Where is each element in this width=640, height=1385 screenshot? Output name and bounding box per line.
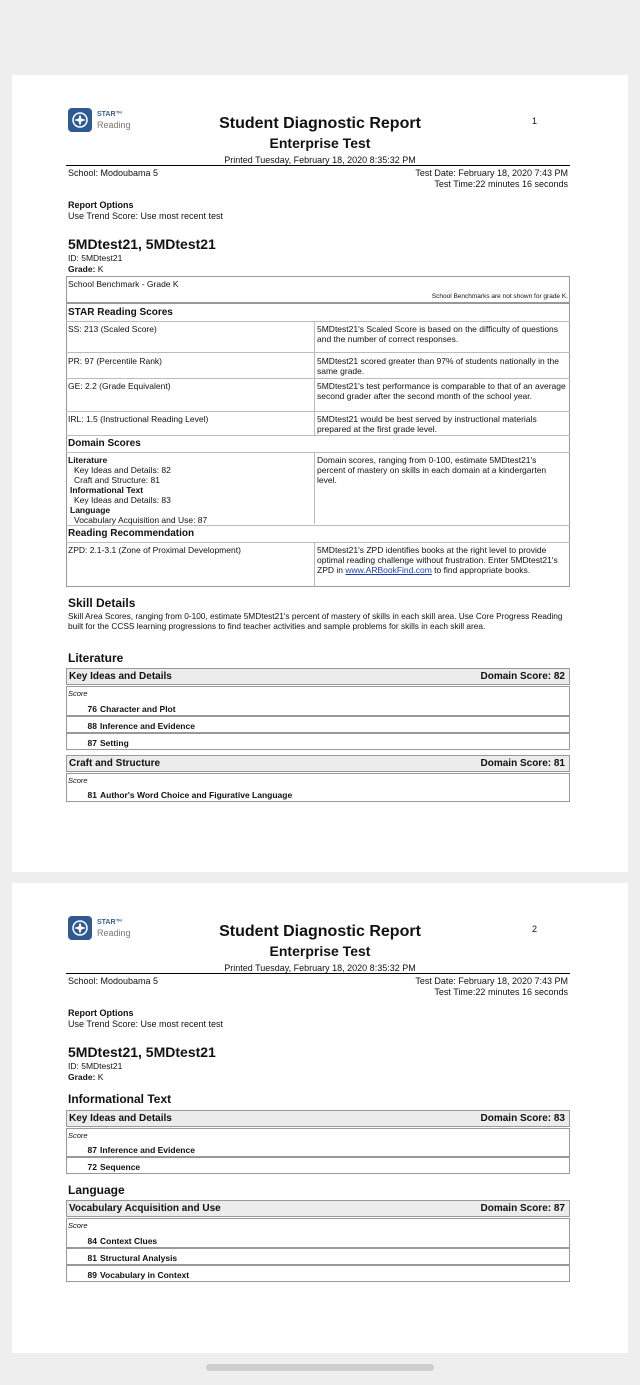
divider [314, 452, 315, 524]
student-name: 5MDtest21, 5MDtest21 [68, 1044, 216, 1060]
divider [66, 435, 570, 436]
irl-description: 5MDtest21 would be best served by instructional materials prepared at the first grade level. [317, 414, 537, 434]
domain-score: Domain Score: 87 [480, 1203, 565, 1214]
printed-date: Printed Tuesday, February 18, 2020 8:35:32 PM [224, 963, 416, 973]
score-label: Score [68, 1131, 88, 1140]
domain-name: Craft and Structure [69, 758, 161, 769]
header-rule [66, 165, 570, 166]
skill-row [66, 1128, 570, 1157]
domain-score: Domain Score: 81 [480, 758, 565, 769]
skill-name: Vocabulary in Context [100, 1270, 190, 1280]
student-id: ID: 5MDtest21 [68, 253, 123, 263]
skill-row [66, 1248, 570, 1265]
report-title: Student Diagnostic Report [219, 115, 421, 132]
domain-bar [66, 668, 570, 685]
student-id: ID: 5MDtest21 [68, 1061, 123, 1071]
skill-name: Inference and Evidence [100, 721, 195, 731]
divider [314, 542, 315, 587]
skill-score: 81 [87, 1253, 97, 1263]
report-options-heading: Report Options [68, 200, 134, 210]
skill-score: 88 [87, 721, 97, 731]
logo-name: STAR™ [97, 111, 123, 118]
divider [66, 352, 570, 353]
ge-score: GE: 2.2 (Grade Equivalent) [68, 381, 171, 391]
domain-language: Language [70, 505, 111, 515]
domain-vocab: Vocabulary Acquisition and Use: 87 [74, 515, 208, 525]
domain-name: Key Ideas and Details [69, 1113, 172, 1124]
skill-score: 87 [87, 1145, 97, 1155]
skill-details-heading: Skill Details [68, 596, 136, 610]
grade-value: K [97, 264, 104, 274]
page-number: 2 [532, 924, 538, 934]
school-name: School: Modoubama 5 [68, 168, 159, 178]
report-options-value: Use Trend Score: Use most recent test [68, 211, 224, 221]
domain-score: Domain Score: 82 [480, 671, 565, 682]
student-grade [68, 264, 103, 274]
domain-key-ideas: Key Ideas and Details: 82 [74, 465, 171, 475]
student-name: 5MDtest21, 5MDtest21 [68, 236, 216, 252]
student-grade [68, 1072, 103, 1082]
pr-description: 5MDtest21 scored greater than 97% of students nationally in the same grade. [317, 356, 559, 376]
benchmark-note: School Benchmarks are not shown for grade K. [431, 293, 568, 300]
printed-date: Printed Tuesday, February 18, 2020 8:35:32 PM [224, 155, 416, 165]
report-subtitle: Enterprise Test [269, 135, 371, 151]
zpd-text-a: 5MDtest21's ZPD identifies books at the right level to provide optimal reading challenge without frustration. Enter 5MDtest21's ZPD in [317, 545, 558, 575]
skill-name: Author's Word Choice and Figurative Language [100, 790, 293, 800]
test-time: Test Time:22 minutes 16 seconds [434, 179, 568, 189]
skill-row [66, 1265, 570, 1282]
ss-description: 5MDtest21's Scaled Score is based on the difficulty of questions and the number of correct responses. [317, 324, 559, 344]
skill-name: Context Clues [100, 1236, 158, 1246]
skill-score: 89 [87, 1270, 97, 1280]
divider [66, 411, 570, 412]
school-name: School: Modoubama 5 [68, 976, 159, 986]
ge-description: 5MDtest21's test performance is comparable to that of an average second grader after the second month of the school year. [317, 381, 566, 401]
divider [66, 525, 570, 526]
ss-score: SS: 213 (Scaled Score) [68, 324, 157, 334]
skill-row [66, 1218, 570, 1248]
skill-score: 84 [87, 1236, 97, 1246]
irl-score: IRL: 1.5 (Instructional Reading Level) [68, 414, 209, 424]
test-time: Test Time:22 minutes 16 seconds [434, 987, 568, 997]
domain-bar [66, 755, 570, 772]
grade-label: Grade: [68, 264, 96, 274]
reading-rec-heading: Reading Recommendation [68, 528, 195, 539]
divider [66, 321, 570, 322]
grade-label: Grade: [68, 1072, 96, 1082]
domain-info-key-ideas: Key Ideas and Details: 83 [74, 495, 171, 505]
score-label: Score [68, 689, 88, 698]
skill-row [66, 686, 570, 716]
score-label: Score [68, 776, 88, 785]
report-title: Student Diagnostic Report [219, 923, 421, 940]
report-page-1 [12, 75, 628, 872]
divider [66, 452, 570, 453]
skill-name: Sequence [100, 1162, 141, 1172]
header-rule [66, 973, 570, 974]
star-scores-heading: STAR Reading Scores [68, 307, 173, 318]
domain-bar [66, 1200, 570, 1217]
literature-heading: Literature [68, 651, 124, 665]
divider [66, 542, 570, 543]
skill-details-text: Skill Area Scores, ranging from 0-100, estimate 5MDtest21's percent of mastery of skills in each skill area. Use Core Progress Reading built for the CCSS learning progressions to find teacher activities and sample problems for skills in each skill area. [68, 611, 563, 631]
skill-row [66, 1157, 570, 1174]
grade-value: K [97, 1072, 104, 1082]
skill-name: Setting [100, 738, 129, 748]
score-label: Score [68, 1221, 88, 1230]
test-date: Test Date: February 18, 2020 7:43 PM [415, 976, 568, 986]
arbookfind-link[interactable]: www.ARBookFind.com [345, 565, 432, 575]
test-date: Test Date: February 18, 2020 7:43 PM [415, 168, 568, 178]
skill-score: 76 [87, 704, 97, 714]
home-indicator[interactable] [206, 1364, 434, 1371]
skill-row [66, 773, 570, 802]
language-heading: Language [68, 1183, 125, 1197]
skill-row [66, 716, 570, 733]
zpd-text-b: to find appropriate books. [431, 565, 531, 575]
zpd-score: ZPD: 2.1-3.1 (Zone of Proximal Development) [68, 545, 241, 555]
report-page-2 [12, 883, 628, 1353]
page-number: 1 [532, 116, 538, 126]
skill-name: Inference and Evidence [100, 1145, 195, 1155]
domain-craft: Craft and Structure: 81 [74, 475, 160, 485]
benchmark-label: School Benchmark - Grade K [68, 279, 179, 289]
domain-name: Key Ideas and Details [69, 671, 172, 682]
pr-score: PR: 97 (Percentile Rank) [68, 356, 163, 366]
skill-score: 72 [87, 1162, 97, 1172]
domain-name: Vocabulary Acquisition and Use [69, 1203, 221, 1214]
divider [66, 378, 570, 379]
report-options-value: Use Trend Score: Use most recent test [68, 1019, 224, 1029]
skill-name: Character and Plot [100, 704, 176, 714]
logo-sub: Reading [97, 928, 131, 938]
skill-score: 87 [87, 738, 97, 748]
skill-row [66, 733, 570, 750]
domain-description: Domain scores, ranging from 0-100, estimate 5MDtest21's percent of mastery on skills in each domain at a kindergarten level. [317, 455, 547, 485]
zpd-description [317, 545, 567, 575]
report-options-heading: Report Options [68, 1008, 134, 1018]
logo-name: STAR™ [97, 919, 123, 926]
report-subtitle: Enterprise Test [269, 943, 371, 959]
domain-scores-heading: Domain Scores [68, 438, 141, 449]
domain-informational: Informational Text [70, 485, 144, 495]
skill-name: Structural Analysis [100, 1253, 178, 1263]
skill-score: 81 [87, 790, 97, 800]
domain-literature: Literature [68, 455, 108, 465]
informational-heading: Informational Text [68, 1092, 172, 1106]
logo-sub: Reading [97, 120, 131, 130]
domain-bar [66, 1110, 570, 1127]
domain-score: Domain Score: 83 [480, 1113, 565, 1124]
